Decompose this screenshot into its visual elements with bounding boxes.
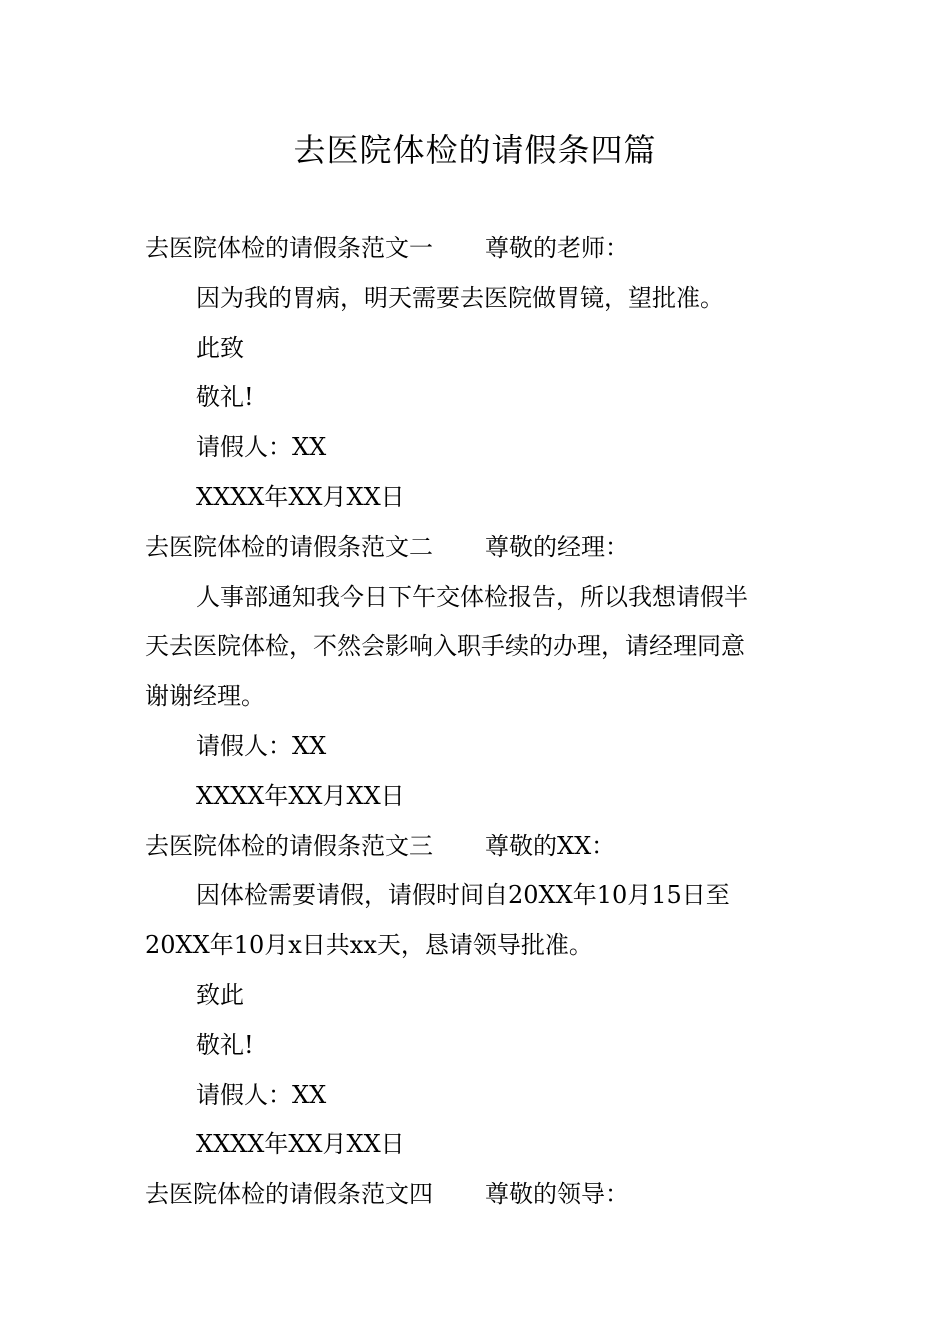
section-3-heading: 去医院体检的请假条范文三 [145, 831, 433, 860]
section-4-salutation: 尊敬的领导： [485, 1180, 629, 1209]
section-2-body-line-2: 天去医院体检，不然会影响入职手续的办理，请经理同意 [145, 632, 745, 661]
section-1-date: XXXX年XX月XX日 [196, 482, 405, 511]
section-3-date: XXXX年XX月XX日 [196, 1130, 405, 1159]
section-1-salutation: 尊敬的老师： [485, 234, 629, 262]
section-1-closing-1: 此致 [196, 333, 244, 362]
section-2-heading-line [145, 523, 810, 573]
section-2-body-line-3: 谢谢经理。 [145, 682, 265, 711]
section-3-body-line-1: 因体检需要请假，请假时间自20XX年10月15日至 [196, 881, 730, 910]
section-1-closing-2: 敬礼! [196, 383, 254, 412]
section-3-closing-1: 致此 [196, 980, 244, 1009]
section-1-heading: 去医院体检的请假条范文一 [145, 234, 433, 262]
section-2-signer: 请假人：XX [196, 731, 327, 760]
document-body [145, 224, 810, 1220]
section-2-body-line-1: 人事部通知我今日下午交体检报告，所以我想请假半 [196, 582, 748, 611]
section-3-salutation: 尊敬的XX： [485, 831, 616, 860]
section-3-heading-line [145, 822, 810, 872]
section-3-body-line-2: 20XX年10月x日共xx天，恳请领导批准。 [145, 931, 593, 960]
section-1-body: 因为我的胃病，明天需要去医院做胃镜，望批准。 [196, 283, 724, 312]
section-1-signer: 请假人：XX [196, 433, 327, 462]
section-3-signer: 请假人：XX [196, 1080, 327, 1109]
section-4-heading: 去医院体检的请假条范文四 [145, 1180, 433, 1209]
section-1-heading-line [145, 224, 810, 274]
section-4-heading-line [145, 1170, 810, 1220]
document-title: 去医院体检的请假条四篇 [293, 131, 657, 169]
section-3-closing-2: 敬礼! [196, 1030, 254, 1059]
section-2-heading: 去医院体检的请假条范文二 [145, 532, 433, 561]
section-2-date: XXXX年XX月XX日 [196, 781, 405, 810]
section-2-salutation: 尊敬的经理： [485, 532, 629, 561]
